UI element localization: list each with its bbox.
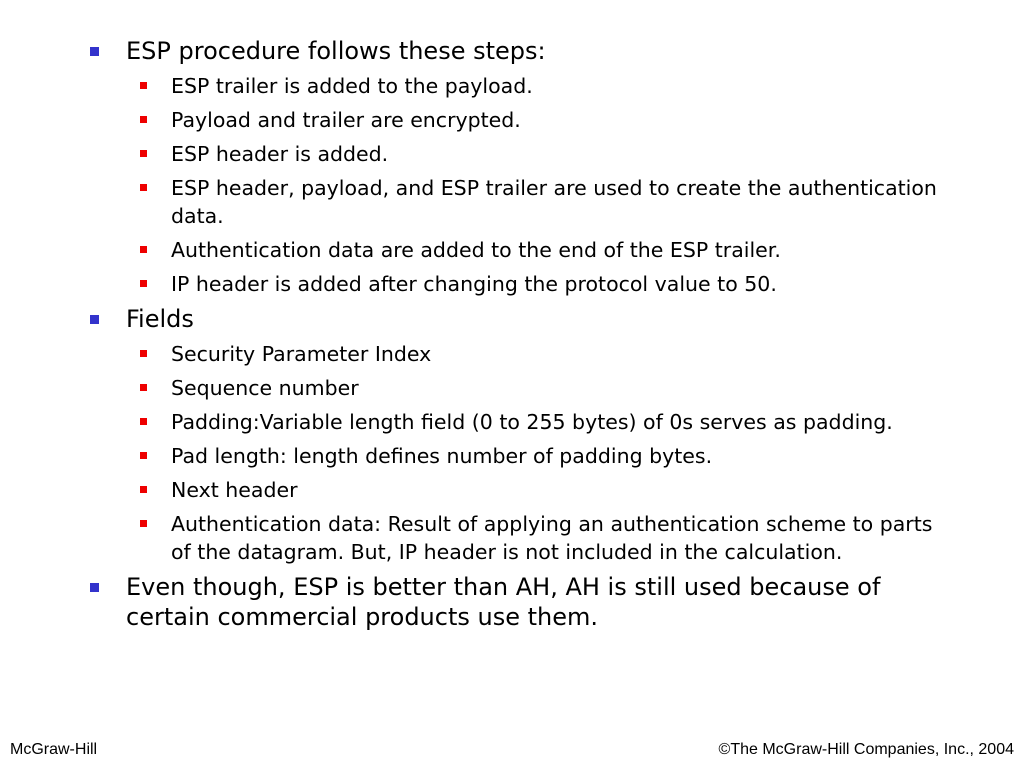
bullet-text: Even though, ESP is better than AH, AH is still used because of certain commercial products use them. xyxy=(126,573,881,631)
sub-bullet-item xyxy=(126,140,942,168)
sub-bullet-text: Payload and trailer are encrypted. xyxy=(171,108,521,132)
square-bullet-icon xyxy=(140,280,147,287)
square-bullet-icon xyxy=(140,418,147,425)
sub-bullet-text: IP header is added after changing the protocol value to 50. xyxy=(171,272,777,296)
sub-bullet-item xyxy=(126,236,942,264)
square-bullet-icon xyxy=(140,452,147,459)
sub-bullet-text: Authentication data are added to the end of the ESP trailer. xyxy=(171,238,781,262)
square-bullet-icon xyxy=(140,150,147,157)
footer-publisher: McGraw-Hill xyxy=(10,741,98,758)
sub-bullet-text: Next header xyxy=(171,478,298,502)
square-bullet-icon xyxy=(140,184,147,191)
sub-bullet-text: ESP header is added. xyxy=(171,142,389,166)
sub-bullet-item xyxy=(126,408,942,436)
square-bullet-icon xyxy=(140,116,147,123)
sub-bullet-list xyxy=(126,72,942,298)
square-bullet-icon xyxy=(140,246,147,253)
sub-bullet-item xyxy=(126,340,942,368)
square-bullet-icon xyxy=(90,315,99,324)
bullet-list xyxy=(82,36,942,632)
square-bullet-icon xyxy=(90,583,99,592)
sub-bullet-item xyxy=(126,106,942,134)
sub-bullet-text: ESP header, payload, and ESP trailer are used to create the authentication data. xyxy=(171,176,937,228)
sub-bullet-text: Padding:Variable length field (0 to 255 bytes) of 0s serves as padding. xyxy=(171,410,893,434)
sub-bullet-text: Sequence number xyxy=(171,376,359,400)
square-bullet-icon xyxy=(90,47,99,56)
bullet-text: Fields xyxy=(126,305,194,333)
bullet-item-esp-procedure xyxy=(82,36,942,298)
sub-bullet-text: Authentication data: Result of applying an authentication scheme to parts of the datagram. But, IP header is not included in the calculation. xyxy=(171,512,933,564)
bullet-text: ESP procedure follows these steps: xyxy=(126,37,546,65)
sub-bullet-item xyxy=(126,270,942,298)
bullet-item-esp-vs-ah xyxy=(82,572,942,632)
sub-bullet-text: Security Parameter Index xyxy=(171,342,432,366)
sub-bullet-item xyxy=(126,174,942,230)
bullet-item-fields xyxy=(82,304,942,566)
square-bullet-icon xyxy=(140,82,147,89)
sub-bullet-item xyxy=(126,374,942,402)
sub-bullet-list xyxy=(126,340,942,566)
sub-bullet-text: ESP trailer is added to the payload. xyxy=(171,74,533,98)
square-bullet-icon xyxy=(140,350,147,357)
sub-bullet-item xyxy=(126,442,942,470)
sub-bullet-item xyxy=(126,510,942,566)
square-bullet-icon xyxy=(140,520,147,527)
sub-bullet-item xyxy=(126,72,942,100)
sub-bullet-text: Pad length: length defines number of padding bytes. xyxy=(171,444,713,468)
slide-body xyxy=(82,36,942,638)
sub-bullet-item xyxy=(126,476,942,504)
square-bullet-icon xyxy=(140,384,147,391)
square-bullet-icon xyxy=(140,486,147,493)
footer-copyright: ©The McGraw-Hill Companies, Inc., 2004 xyxy=(718,741,1014,758)
